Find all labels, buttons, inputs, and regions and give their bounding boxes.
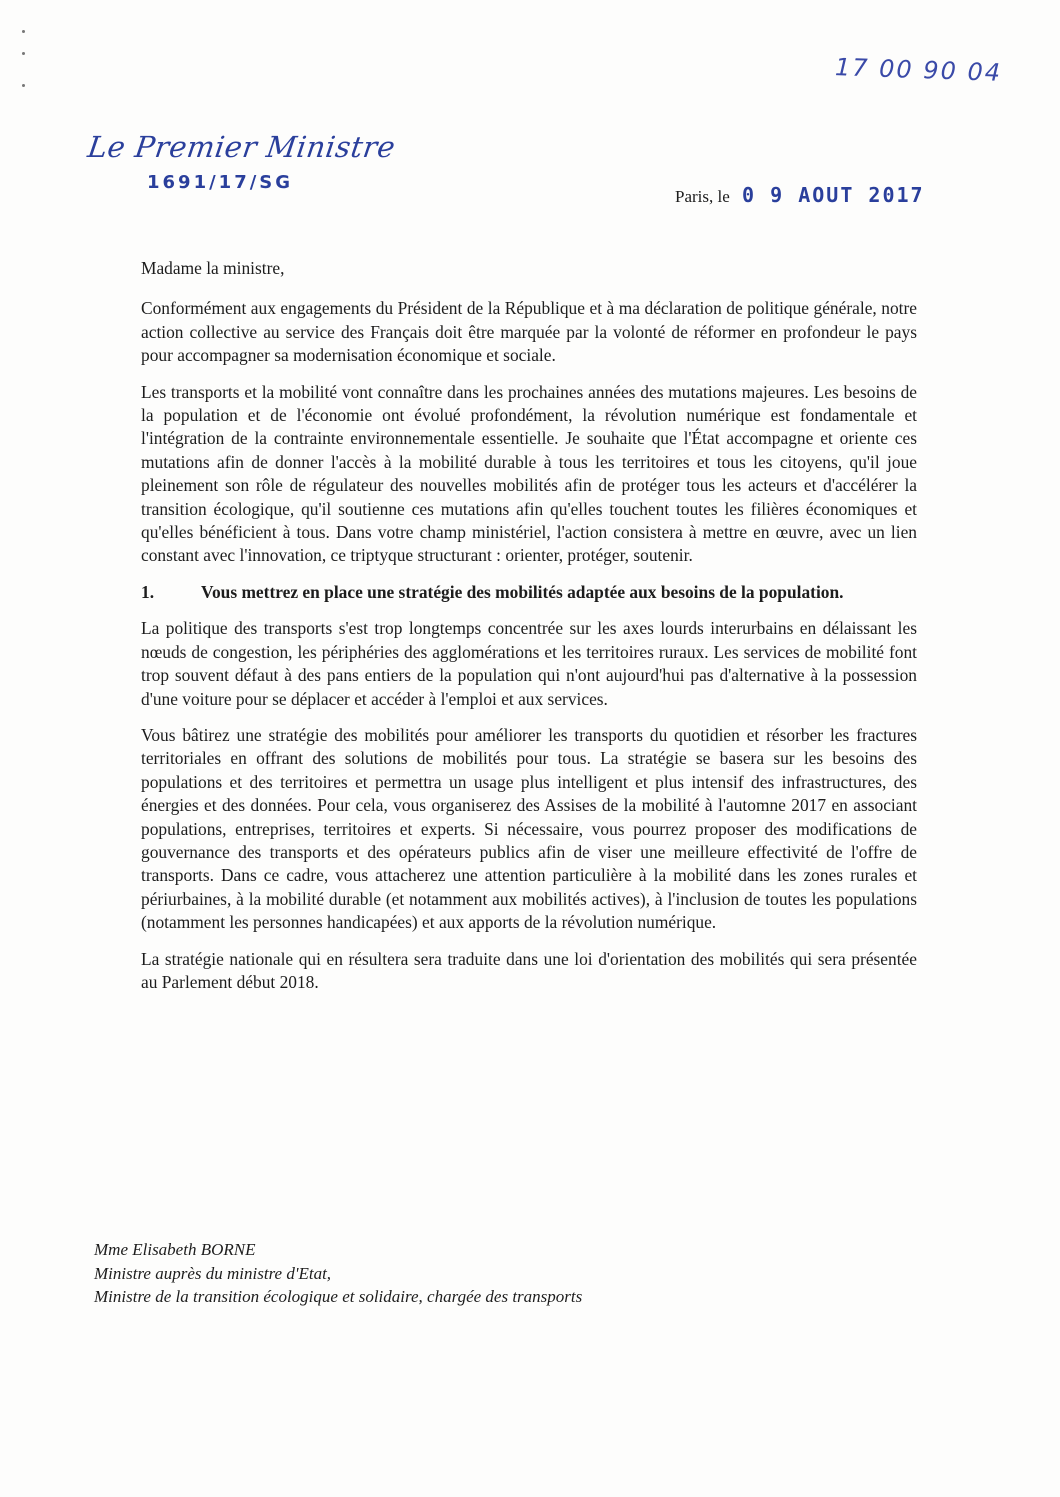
margin-mark bbox=[22, 52, 25, 55]
paragraph: La stratégie nationale qui en résultera sera traduite dans une loi d'orientation des mobilités qui sera présentée au Parlement début 2018. bbox=[141, 948, 917, 992]
letter-body bbox=[141, 257, 917, 1007]
handwritten-reference: 17 00 90 04 bbox=[834, 53, 1003, 87]
paragraph: Les transports et la mobilité vont connaître dans les prochaines années des mutations majeures. Les besoins de la population et de l'économie ont évolué profondément, la révolution numérique est fondamentale et l'intégration de la contrainte environnementale essentielle. Je souhaite que l'État accompagne et oriente ces mutations afin de donner l'accès à la mobilité durable à tous les territoires et tous les citoyens, qu'il joue pleinement son rôle de régulateur des nouvelles mobilités afin de protéger tous les acteurs et d'accélérer la transition écologique, qu'il soutienne ces mutations afin qu'elles touchent toutes les filières économiques et qu'elles bénéficient à tous. Dans votre champ ministériel, l'action consistera à mettre en œuvre, avec un lien constant avec l'innovation, ce triptyque structurant : orienter, protéger, soutenir. bbox=[141, 381, 917, 566]
salutation: Madame la ministre, bbox=[141, 258, 285, 278]
section-heading bbox=[141, 581, 917, 604]
addressee-name: Mme Elisabeth BORNE bbox=[94, 1240, 256, 1259]
date-prefix: Paris, le bbox=[675, 187, 730, 206]
section-number: 1. bbox=[141, 581, 155, 602]
date-line bbox=[675, 183, 925, 207]
margin-mark bbox=[22, 30, 25, 33]
addressee-title: Ministre auprès du ministre d'Etat, bbox=[94, 1263, 332, 1283]
reference-number: 1691/17/SG bbox=[147, 172, 294, 193]
margin-mark bbox=[22, 84, 25, 87]
paragraph: Conformément aux engagements du Président de la République et à ma déclaration de politique générale, notre action collective au service des Français doit être marquée par la volonté de réformer en profondeur le pays pour accompagner sa modernisation économique et sociale. bbox=[141, 298, 917, 366]
date-stamp: 0 9 AOUT 2017 bbox=[742, 183, 925, 207]
paragraph: Vous bâtirez une stratégie des mobilités pour améliorer les transports du quotidien et résorber les fractures territoriales en offrant des solutions de mobilités pour tous. La stratégie se basera sur les besoins des populations et des territoires et permettra un usage plus intelligent et plus intensif des infrastructures, des énergies et des données. Pour cela, vous organiserez des Assises de la mobilité à l'automne 2017 en associant populations, entreprises, territoires et experts. Si nécessaire, vous pourrez proposer des modifications de gouvernance des transports et des opérateurs publics afin de viser une meilleure effectivité de l'offre de transports. Dans ce cadre, vous attacherez une attention particulière à la mobilité dans les zones rurales et périurbaines, à la mobilité durable (et notamment aux mobilités actives), à l'inclusion de toutes les populations (notamment les personnes handicapées) et aux apports de la révolution numérique. bbox=[141, 724, 917, 933]
paragraph: La politique des transports s'est trop longtemps concentrée sur les axes lourds interurbains en délaissant les nœuds de congestion, les périphéries des agglomérations et les territoires ruraux. Les services de mobilité font trop souvent défaut à des pans entiers de la population qui n'ont aujourd'hui pas d'alternative à la possession d'une voiture pour se déplacer et accéder à l'emploi et aux services. bbox=[141, 618, 917, 709]
addressee-title: Ministre de la transition écologique et solidaire, chargée des transports bbox=[94, 1287, 583, 1306]
section-title: Vous mettrez en place une stratégie des mobilités adaptée aux besoins de la population. bbox=[201, 581, 844, 602]
letterhead: Le Premier Ministre bbox=[85, 130, 398, 164]
addressee-block bbox=[94, 1238, 582, 1309]
